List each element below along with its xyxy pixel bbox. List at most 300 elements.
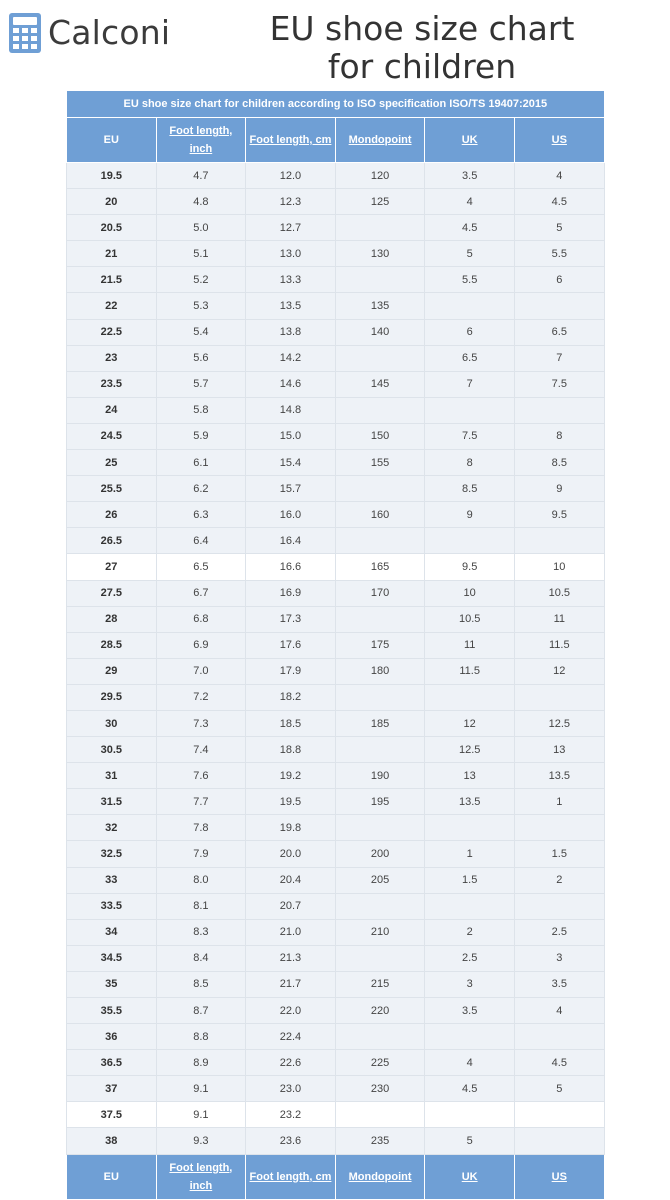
cell-foot-length-cm: 14.8 xyxy=(246,397,336,423)
footer-eu-label: EU xyxy=(103,1170,119,1183)
table-row xyxy=(67,919,605,945)
cell-foot-length-cm: 23.6 xyxy=(246,1128,336,1154)
cell-mondopoint: 190 xyxy=(335,763,425,789)
cell-mondopoint xyxy=(335,893,425,919)
cell-foot-length-inch: 6.7 xyxy=(156,580,246,606)
cell-us: 2.5 xyxy=(514,919,604,945)
brand-name: Calconi xyxy=(48,13,171,52)
cell-us: 1 xyxy=(514,789,604,815)
table-row xyxy=(67,998,605,1024)
cell-foot-length-inch: 8.4 xyxy=(156,945,246,971)
cell-foot-length-inch: 7.8 xyxy=(156,815,246,841)
cell-eu: 34 xyxy=(67,919,157,945)
cell-us: 12 xyxy=(514,658,604,684)
cell-us: 7 xyxy=(514,345,604,371)
cell-mondopoint xyxy=(335,606,425,632)
cell-foot-length-cm: 15.0 xyxy=(246,423,336,449)
cell-foot-length-inch: 5.8 xyxy=(156,397,246,423)
cell-foot-length-inch: 9.1 xyxy=(156,1102,246,1128)
cell-eu: 29.5 xyxy=(67,684,157,710)
cell-eu: 28 xyxy=(67,606,157,632)
footer-us-label: US xyxy=(551,1170,567,1183)
cell-us: 4.5 xyxy=(514,1050,604,1076)
cell-foot-length-cm: 17.3 xyxy=(246,606,336,632)
cell-foot-length-inch: 8.0 xyxy=(156,867,246,893)
table-row xyxy=(67,893,605,919)
cell-foot-length-inch: 6.3 xyxy=(156,502,246,528)
table-row xyxy=(67,1050,605,1076)
cell-foot-length-inch: 5.7 xyxy=(156,371,246,397)
brand-logo[interactable] xyxy=(8,12,170,54)
table-row xyxy=(67,737,605,763)
cell-eu: 20 xyxy=(67,189,157,215)
cell-us xyxy=(514,893,604,919)
cell-foot-length-cm: 23.2 xyxy=(246,1102,336,1128)
cell-uk: 12.5 xyxy=(425,737,515,763)
cell-uk: 4.5 xyxy=(425,1076,515,1102)
cell-mondopoint: 145 xyxy=(335,371,425,397)
cell-eu: 21.5 xyxy=(67,267,157,293)
cell-eu: 26 xyxy=(67,502,157,528)
header-us[interactable] xyxy=(514,118,604,163)
cell-foot-length-inch: 6.8 xyxy=(156,606,246,632)
header-foot-length-cm[interactable] xyxy=(246,118,336,163)
table-row xyxy=(67,267,605,293)
cell-us: 5.5 xyxy=(514,241,604,267)
header-foot-length-inch[interactable] xyxy=(156,118,246,163)
cell-mondopoint: 185 xyxy=(335,710,425,736)
cell-us: 8.5 xyxy=(514,450,604,476)
cell-eu: 21 xyxy=(67,241,157,267)
calculator-icon xyxy=(8,12,42,54)
cell-mondopoint: 165 xyxy=(335,554,425,580)
cell-us: 9 xyxy=(514,476,604,502)
cell-foot-length-inch: 5.9 xyxy=(156,423,246,449)
cell-eu: 29 xyxy=(67,658,157,684)
cell-eu: 36 xyxy=(67,1024,157,1050)
header-foot-length-inch-label: inch xyxy=(189,143,213,155)
table-row xyxy=(67,971,605,997)
cell-mondopoint xyxy=(335,737,425,763)
cell-foot-length-cm: 19.2 xyxy=(246,763,336,789)
cell-eu: 23 xyxy=(67,345,157,371)
table-row xyxy=(67,371,605,397)
cell-foot-length-inch: 7.0 xyxy=(156,658,246,684)
cell-foot-length-inch: 9.1 xyxy=(156,1076,246,1102)
page-header xyxy=(0,0,670,90)
table-row xyxy=(67,345,605,371)
cell-eu: 23.5 xyxy=(67,371,157,397)
footer-eu xyxy=(67,1154,157,1199)
cell-eu: 35 xyxy=(67,971,157,997)
cell-eu: 37.5 xyxy=(67,1102,157,1128)
cell-us: 3 xyxy=(514,945,604,971)
table-row xyxy=(67,319,605,345)
cell-mondopoint: 205 xyxy=(335,867,425,893)
cell-eu: 35.5 xyxy=(67,998,157,1024)
cell-us: 12.5 xyxy=(514,710,604,736)
cell-foot-length-cm: 19.5 xyxy=(246,789,336,815)
cell-foot-length-cm: 16.9 xyxy=(246,580,336,606)
cell-foot-length-cm: 12.7 xyxy=(246,215,336,241)
cell-foot-length-cm: 20.7 xyxy=(246,893,336,919)
header-mondopoint-label: Mondopoint xyxy=(348,134,412,146)
title-line-1: EU shoe size chart xyxy=(269,9,575,48)
cell-mondopoint xyxy=(335,215,425,241)
cell-foot-length-inch: 7.4 xyxy=(156,737,246,763)
header-uk[interactable] xyxy=(425,118,515,163)
table-row xyxy=(67,189,605,215)
cell-foot-length-inch: 9.3 xyxy=(156,1128,246,1154)
cell-mondopoint: 160 xyxy=(335,502,425,528)
cell-us: 10 xyxy=(514,554,604,580)
cell-us xyxy=(514,528,604,554)
table-row xyxy=(67,867,605,893)
cell-foot-length-inch: 8.7 xyxy=(156,998,246,1024)
cell-uk: 5 xyxy=(425,241,515,267)
cell-mondopoint: 210 xyxy=(335,919,425,945)
cell-eu: 20.5 xyxy=(67,215,157,241)
cell-mondopoint: 155 xyxy=(335,450,425,476)
cell-foot-length-inch: 5.6 xyxy=(156,345,246,371)
cell-us: 3.5 xyxy=(514,971,604,997)
table-row xyxy=(67,658,605,684)
cell-uk: 9.5 xyxy=(425,554,515,580)
table-row xyxy=(67,684,605,710)
cell-foot-length-cm: 22.0 xyxy=(246,998,336,1024)
cell-uk: 10.5 xyxy=(425,606,515,632)
cell-eu: 22 xyxy=(67,293,157,319)
header-us-label: US xyxy=(551,134,567,146)
cell-foot-length-inch: 8.8 xyxy=(156,1024,246,1050)
cell-foot-length-inch: 5.3 xyxy=(156,293,246,319)
cell-mondopoint xyxy=(335,476,425,502)
cell-foot-length-inch: 5.1 xyxy=(156,241,246,267)
footer-foot-length-inch[interactable] xyxy=(156,1154,246,1199)
cell-mondopoint: 120 xyxy=(335,163,425,189)
cell-mondopoint: 135 xyxy=(335,293,425,319)
cell-mondopoint: 140 xyxy=(335,319,425,345)
cell-foot-length-inch: 8.3 xyxy=(156,919,246,945)
cell-foot-length-inch: 6.1 xyxy=(156,450,246,476)
cell-foot-length-inch: 7.6 xyxy=(156,763,246,789)
cell-mondopoint xyxy=(335,267,425,293)
cell-us xyxy=(514,1102,604,1128)
table-row xyxy=(67,502,605,528)
cell-eu: 25.5 xyxy=(67,476,157,502)
cell-uk: 11 xyxy=(425,632,515,658)
cell-eu: 30 xyxy=(67,710,157,736)
cell-uk: 11.5 xyxy=(425,658,515,684)
cell-foot-length-cm: 15.4 xyxy=(246,450,336,476)
cell-us xyxy=(514,1128,604,1154)
cell-foot-length-cm: 17.9 xyxy=(246,658,336,684)
cell-us: 8 xyxy=(514,423,604,449)
cell-foot-length-inch: 7.7 xyxy=(156,789,246,815)
cell-foot-length-inch: 8.9 xyxy=(156,1050,246,1076)
footer-foot-length-cm[interactable] xyxy=(246,1154,336,1199)
cell-uk: 4 xyxy=(425,189,515,215)
cell-mondopoint: 125 xyxy=(335,189,425,215)
cell-us: 11 xyxy=(514,606,604,632)
cell-uk: 3.5 xyxy=(425,998,515,1024)
cell-foot-length-inch: 6.5 xyxy=(156,554,246,580)
cell-eu: 33.5 xyxy=(67,893,157,919)
cell-foot-length-inch: 7.9 xyxy=(156,841,246,867)
cell-foot-length-inch: 5.4 xyxy=(156,319,246,345)
cell-us xyxy=(514,815,604,841)
cell-uk: 7 xyxy=(425,371,515,397)
table-row xyxy=(67,789,605,815)
cell-mondopoint xyxy=(335,815,425,841)
cell-uk xyxy=(425,1102,515,1128)
cell-mondopoint: 170 xyxy=(335,580,425,606)
cell-mondopoint: 200 xyxy=(335,841,425,867)
cell-foot-length-inch: 8.1 xyxy=(156,893,246,919)
cell-mondopoint: 175 xyxy=(335,632,425,658)
table-row xyxy=(67,1076,605,1102)
table-row xyxy=(67,163,605,189)
table-row xyxy=(67,241,605,267)
cell-mondopoint: 235 xyxy=(335,1128,425,1154)
cell-foot-length-cm: 18.2 xyxy=(246,684,336,710)
table-row xyxy=(67,606,605,632)
table-row xyxy=(67,476,605,502)
cell-foot-length-inch: 4.8 xyxy=(156,189,246,215)
cell-eu: 32.5 xyxy=(67,841,157,867)
cell-uk: 10 xyxy=(425,580,515,606)
cell-eu: 37 xyxy=(67,1076,157,1102)
cell-foot-length-cm: 12.0 xyxy=(246,163,336,189)
cell-foot-length-inch: 6.2 xyxy=(156,476,246,502)
cell-foot-length-inch: 7.2 xyxy=(156,684,246,710)
cell-foot-length-cm: 16.6 xyxy=(246,554,336,580)
cell-eu: 32 xyxy=(67,815,157,841)
cell-eu: 22.5 xyxy=(67,319,157,345)
cell-uk: 6.5 xyxy=(425,345,515,371)
cell-foot-length-inch: 6.4 xyxy=(156,528,246,554)
cell-foot-length-cm: 13.3 xyxy=(246,267,336,293)
footer-mondopoint-label: Mondopoint xyxy=(348,1170,412,1183)
cell-uk xyxy=(425,528,515,554)
cell-eu: 34.5 xyxy=(67,945,157,971)
cell-uk: 3.5 xyxy=(425,163,515,189)
footer-us[interactable] xyxy=(514,1154,604,1199)
cell-us: 10.5 xyxy=(514,580,604,606)
cell-uk: 2 xyxy=(425,919,515,945)
cell-foot-length-cm: 20.0 xyxy=(246,841,336,867)
footer-mondopoint[interactable] xyxy=(335,1154,425,1199)
cell-uk: 9 xyxy=(425,502,515,528)
table-row xyxy=(67,293,605,319)
cell-mondopoint: 150 xyxy=(335,423,425,449)
cell-uk: 13.5 xyxy=(425,789,515,815)
cell-eu: 33 xyxy=(67,867,157,893)
cell-uk: 8.5 xyxy=(425,476,515,502)
footer-foot-length-inch-label: Foot length, xyxy=(169,1161,233,1174)
table-row xyxy=(67,580,605,606)
cell-foot-length-cm: 22.6 xyxy=(246,1050,336,1076)
cell-eu: 31.5 xyxy=(67,789,157,815)
cell-mondopoint: 180 xyxy=(335,658,425,684)
cell-mondopoint xyxy=(335,1024,425,1050)
cell-eu: 28.5 xyxy=(67,632,157,658)
cell-uk: 1 xyxy=(425,841,515,867)
cell-eu: 19.5 xyxy=(67,163,157,189)
cell-foot-length-cm: 12.3 xyxy=(246,189,336,215)
cell-foot-length-cm: 19.8 xyxy=(246,815,336,841)
cell-us xyxy=(514,397,604,423)
table-row xyxy=(67,215,605,241)
cell-eu: 26.5 xyxy=(67,528,157,554)
cell-eu: 25 xyxy=(67,450,157,476)
table-row xyxy=(67,632,605,658)
table-row xyxy=(67,528,605,554)
cell-uk xyxy=(425,293,515,319)
table-row xyxy=(67,423,605,449)
cell-us: 4 xyxy=(514,998,604,1024)
cell-mondopoint: 230 xyxy=(335,1076,425,1102)
footer-uk[interactable] xyxy=(425,1154,515,1199)
table-footer-row xyxy=(67,1154,605,1199)
cell-foot-length-cm: 14.2 xyxy=(246,345,336,371)
cell-uk xyxy=(425,893,515,919)
cell-mondopoint: 130 xyxy=(335,241,425,267)
cell-uk: 5 xyxy=(425,1128,515,1154)
cell-us: 6.5 xyxy=(514,319,604,345)
cell-uk: 4 xyxy=(425,1050,515,1076)
cell-eu: 38 xyxy=(67,1128,157,1154)
table-row xyxy=(67,1024,605,1050)
cell-us: 6 xyxy=(514,267,604,293)
table-row xyxy=(67,450,605,476)
cell-us xyxy=(514,684,604,710)
cell-foot-length-cm: 21.7 xyxy=(246,971,336,997)
cell-uk: 13 xyxy=(425,763,515,789)
table-row xyxy=(67,1102,605,1128)
cell-mondopoint: 215 xyxy=(335,971,425,997)
footer-foot-length-cm-label: Foot length, cm xyxy=(249,1170,332,1183)
cell-us: 5 xyxy=(514,215,604,241)
cell-eu: 31 xyxy=(67,763,157,789)
cell-us: 9.5 xyxy=(514,502,604,528)
cell-us: 7.5 xyxy=(514,371,604,397)
cell-uk: 6 xyxy=(425,319,515,345)
header-eu-label: EU xyxy=(103,134,119,146)
cell-foot-length-cm: 18.5 xyxy=(246,710,336,736)
table-body xyxy=(67,163,605,1155)
cell-uk: 3 xyxy=(425,971,515,997)
cell-mondopoint xyxy=(335,684,425,710)
cell-foot-length-inch: 6.9 xyxy=(156,632,246,658)
cell-foot-length-cm: 16.0 xyxy=(246,502,336,528)
cell-foot-length-inch: 4.7 xyxy=(156,163,246,189)
footer-foot-length-inch-label: inch xyxy=(189,1179,213,1192)
cell-uk xyxy=(425,397,515,423)
cell-us: 11.5 xyxy=(514,632,604,658)
cell-uk: 8 xyxy=(425,450,515,476)
cell-mondopoint: 195 xyxy=(335,789,425,815)
table-row xyxy=(67,815,605,841)
header-foot-length-inch-label: Foot length, xyxy=(169,125,233,137)
page-title xyxy=(232,10,612,86)
header-eu xyxy=(67,118,157,163)
cell-foot-length-cm: 23.0 xyxy=(246,1076,336,1102)
cell-uk xyxy=(425,815,515,841)
cell-us: 5 xyxy=(514,1076,604,1102)
table-header-row xyxy=(67,118,605,163)
cell-mondopoint xyxy=(335,528,425,554)
header-uk-label: UK xyxy=(461,134,478,146)
shoe-size-table xyxy=(66,90,605,1200)
cell-uk: 2.5 xyxy=(425,945,515,971)
cell-eu: 24.5 xyxy=(67,423,157,449)
table-row xyxy=(67,841,605,867)
table-row xyxy=(67,710,605,736)
cell-uk xyxy=(425,1024,515,1050)
cell-us: 1.5 xyxy=(514,841,604,867)
cell-eu: 36.5 xyxy=(67,1050,157,1076)
footer-uk-label: UK xyxy=(461,1170,478,1183)
cell-uk: 1.5 xyxy=(425,867,515,893)
cell-eu: 27.5 xyxy=(67,580,157,606)
cell-uk: 4.5 xyxy=(425,215,515,241)
cell-mondopoint: 225 xyxy=(335,1050,425,1076)
header-mondopoint[interactable] xyxy=(335,118,425,163)
cell-us: 13.5 xyxy=(514,763,604,789)
cell-foot-length-cm: 13.8 xyxy=(246,319,336,345)
cell-mondopoint xyxy=(335,345,425,371)
cell-eu: 24 xyxy=(67,397,157,423)
cell-eu: 30.5 xyxy=(67,737,157,763)
cell-mondopoint xyxy=(335,397,425,423)
cell-foot-length-cm: 20.4 xyxy=(246,867,336,893)
cell-foot-length-inch: 5.2 xyxy=(156,267,246,293)
cell-mondopoint xyxy=(335,1102,425,1128)
cell-eu: 27 xyxy=(67,554,157,580)
cell-foot-length-inch: 7.3 xyxy=(156,710,246,736)
cell-mondopoint xyxy=(335,945,425,971)
cell-foot-length-cm: 13.0 xyxy=(246,241,336,267)
cell-foot-length-inch: 5.0 xyxy=(156,215,246,241)
cell-foot-length-cm: 15.7 xyxy=(246,476,336,502)
cell-uk: 5.5 xyxy=(425,267,515,293)
table-row xyxy=(67,945,605,971)
cell-mondopoint: 220 xyxy=(335,998,425,1024)
cell-foot-length-cm: 21.0 xyxy=(246,919,336,945)
cell-us: 13 xyxy=(514,737,604,763)
cell-uk xyxy=(425,684,515,710)
cell-uk: 7.5 xyxy=(425,423,515,449)
table-row xyxy=(67,397,605,423)
table-row xyxy=(67,1128,605,1154)
cell-foot-length-cm: 18.8 xyxy=(246,737,336,763)
cell-foot-length-cm: 21.3 xyxy=(246,945,336,971)
cell-foot-length-cm: 14.6 xyxy=(246,371,336,397)
title-line-2: for children xyxy=(327,47,517,86)
table-row xyxy=(67,554,605,580)
cell-us: 2 xyxy=(514,867,604,893)
cell-foot-length-cm: 22.4 xyxy=(246,1024,336,1050)
cell-us: 4.5 xyxy=(514,189,604,215)
cell-us xyxy=(514,1024,604,1050)
header-foot-length-cm-label: Foot length, cm xyxy=(249,134,332,146)
cell-us: 4 xyxy=(514,163,604,189)
cell-foot-length-cm: 16.4 xyxy=(246,528,336,554)
cell-uk: 12 xyxy=(425,710,515,736)
table-row xyxy=(67,763,605,789)
cell-foot-length-cm: 13.5 xyxy=(246,293,336,319)
